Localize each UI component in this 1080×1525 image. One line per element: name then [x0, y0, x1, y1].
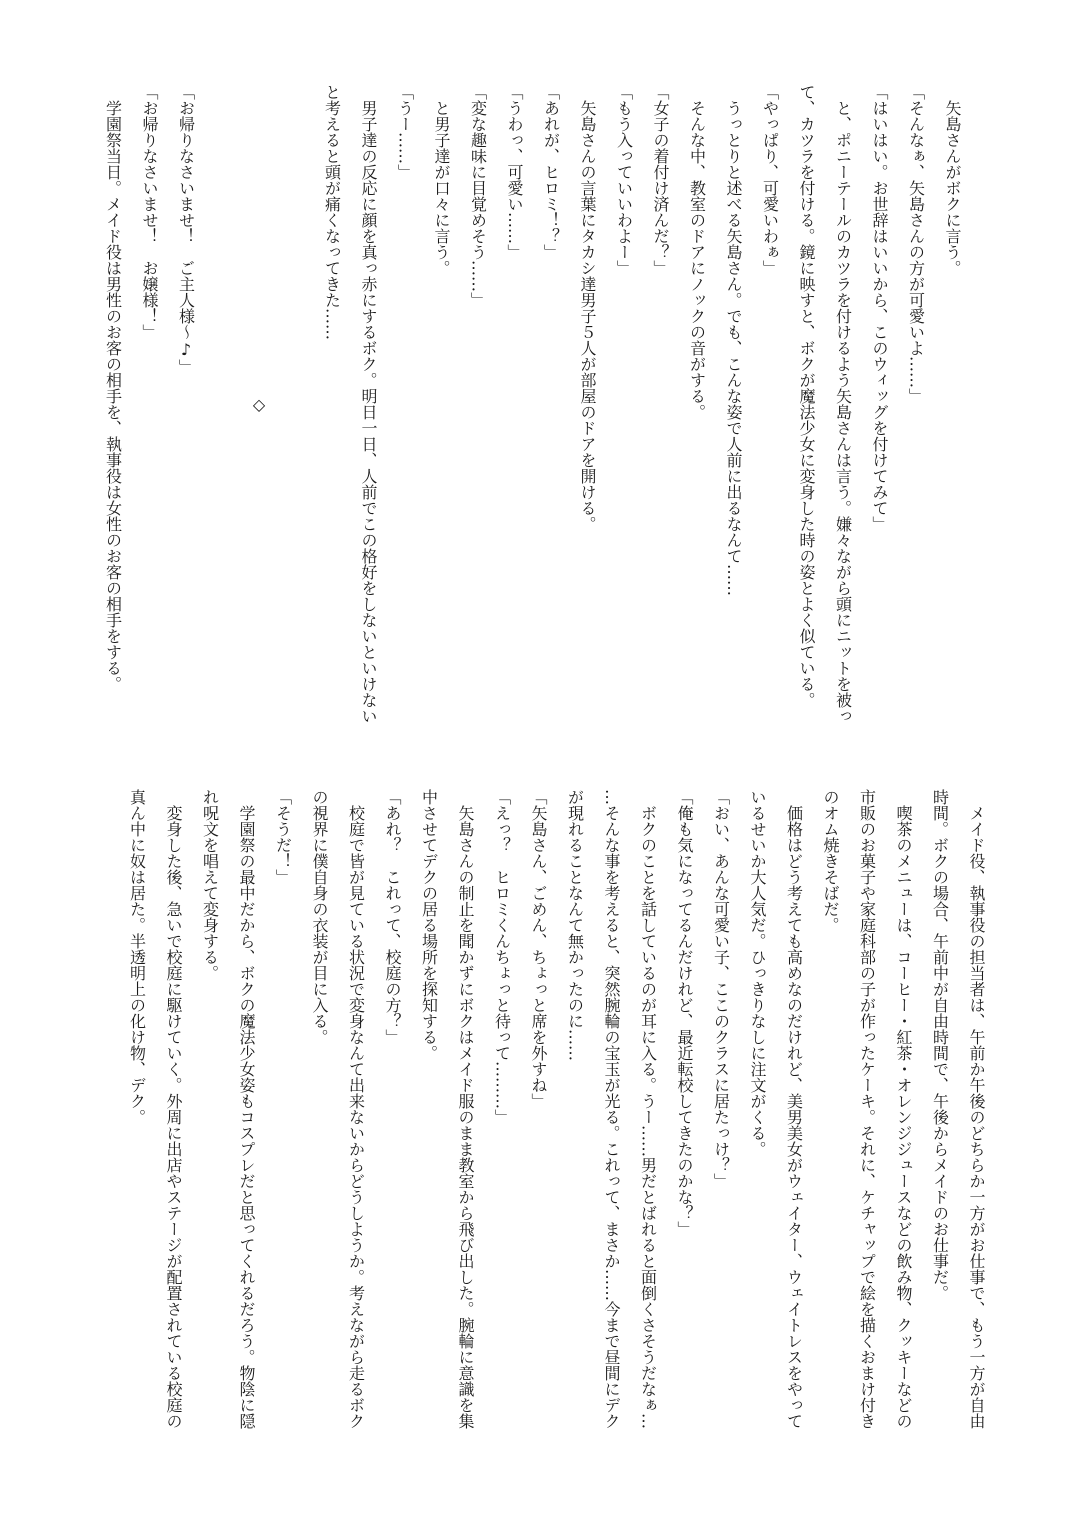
blank-line [204, 84, 241, 734]
text-line: 市販のお菓子や家庭科部の子が作ったケーキ。それに、ケチャップで絵を描くおまけ付き [857, 789, 877, 1429]
text-line: 喫茶のメニューは、コーヒー・紅茶・オレンジジュースなどの飲み物、クッキーなどの [894, 789, 913, 1429]
text-line: 男子達の反応に顔を真っ赤にするボク。明日一日、人前でこの格好をしないといけない [359, 84, 378, 724]
text-line: と男子達が口々に言う。 [432, 84, 451, 276]
text-line: 変身した後、急いで校庭に駆けていく。外周に出店やステージが配置されている校庭の [164, 789, 183, 1429]
text-line: 「俺も気になってるんだけれど、最近転校してきたのかな？」 [675, 789, 694, 1237]
text-line: 学園祭の最中だから、ボクの魔法少女姿もコスプレだと思ってくれるだろう。物陰に隠 [237, 789, 256, 1429]
section-separator: ◇ [249, 394, 269, 414]
text-line: ボクのことを話しているのが耳に入る。うー……男だとばれると面倒くさそうだなぁ… [638, 789, 658, 1429]
text-line: のオム焼きそばだ。 [821, 789, 840, 933]
text-line: 真ん中に奴は居た。半透明上の化け物、デク。 [127, 789, 147, 1125]
text-line: 「そんなぁ、矢島さんの方が可愛いよ……」 [906, 84, 926, 404]
text-line: 矢島さんの制止を聞かずにボクはメイド服のまま教室から飛び出した。腕輪に意識を集 [456, 789, 475, 1429]
text-line: 校庭で皆が見ている状況で変身なんて出来ないからどうしようか。考えながら走るボク [346, 789, 366, 1429]
text-line: メイド役、執事役の担当者は、午前か午後のどちらか一方がお仕事で、もう一方が自由 [967, 789, 986, 1429]
text-line: が現れることなんて無かったのに…… [565, 789, 585, 1061]
text-line: 「お帰りなさいませ！ お嬢様！」 [140, 84, 159, 340]
text-line: 「あれ？ これって、校庭の方？」 [383, 789, 402, 1045]
text-line: 「うー……」 [395, 84, 415, 180]
text-line: 「もう入っていいわよー」 [614, 84, 634, 276]
text-line: 価格はどう考えても高めなのだけれど、美男美女がウェイター、ウェイトレスをやって [784, 789, 804, 1429]
text-line: …そんな事を考えると、突然腕輪の宝玉が光る。これって、まさか……今まで昼間にデク [602, 789, 621, 1429]
text-line: れ呪文を唱えて変身する。 [200, 789, 220, 981]
text-line: 学園祭当日。メイド役は男性のお客の相手を、執事役は女性のお客の相手をする。 [103, 84, 123, 692]
text-line: 矢島さんがボクに言う。 [943, 84, 962, 276]
text-line: 中させてデクの居る場所を探知する。 [419, 789, 439, 1061]
text-line: 「やっぱり、可愛いわぁ」 [760, 84, 780, 276]
bottom-text-block [118, 789, 994, 1439]
text-line: 時間。ボクの場合、午前中が自由時間で、午後からメイドのお仕事だ。 [930, 789, 950, 1301]
text-line: 「お帰りなさいませ！ ご主人様～♪」 [176, 84, 196, 375]
text-line: いるせいか大人気だ。ひっきりなしに注文がくる。 [748, 789, 767, 1157]
text-line: 「あれが、ヒロミ！？」 [541, 84, 561, 260]
text-line: 「はいはい。お世辞はいいから、このウィッグを付けてみて」 [870, 84, 889, 532]
text-line: て、カツラを付ける。鏡に映すと、ボクが魔法少女に変身した時の姿とよく似ている。 [797, 84, 816, 708]
text-line: うっとりと述べる矢島さん。でも、こんな姿で人前に出るなんて…… [724, 84, 743, 596]
text-line: 「うわっ、可愛い……」 [505, 84, 524, 260]
text-line: 「おい、あんな可愛い子、ここのクラスに居たっけ？」 [711, 789, 731, 1189]
top-text-block [94, 84, 970, 734]
text-line: と、ポニーテールのカツラを付けるよう矢島さんは言う。嫌々ながら頭にニットを被っ [833, 84, 853, 724]
text-line: 「矢島さん、ごめん、ちょっと席を外すね」 [529, 789, 548, 1109]
text-line: そんな中、教室のドアにノックの音がする。 [687, 84, 707, 420]
text-line: 「変な趣味に目覚めそう……」 [468, 84, 488, 308]
text-line: 「女子の着付け済んだ？」 [651, 84, 670, 276]
text-line: 「えっ？ ヒロミくんちょっと待って………」 [492, 789, 512, 1125]
text-line: 「そうだ！」 [273, 789, 293, 885]
text-line: 矢島さんの言葉にタカシ達男子５人が部屋のドアを開ける。 [578, 84, 597, 532]
blank-line [277, 84, 314, 734]
text-line: と考えると頭が痛くなってきた…… [322, 84, 342, 340]
text-line: の視界に僕自身の衣装が目に入る。 [310, 789, 329, 1045]
